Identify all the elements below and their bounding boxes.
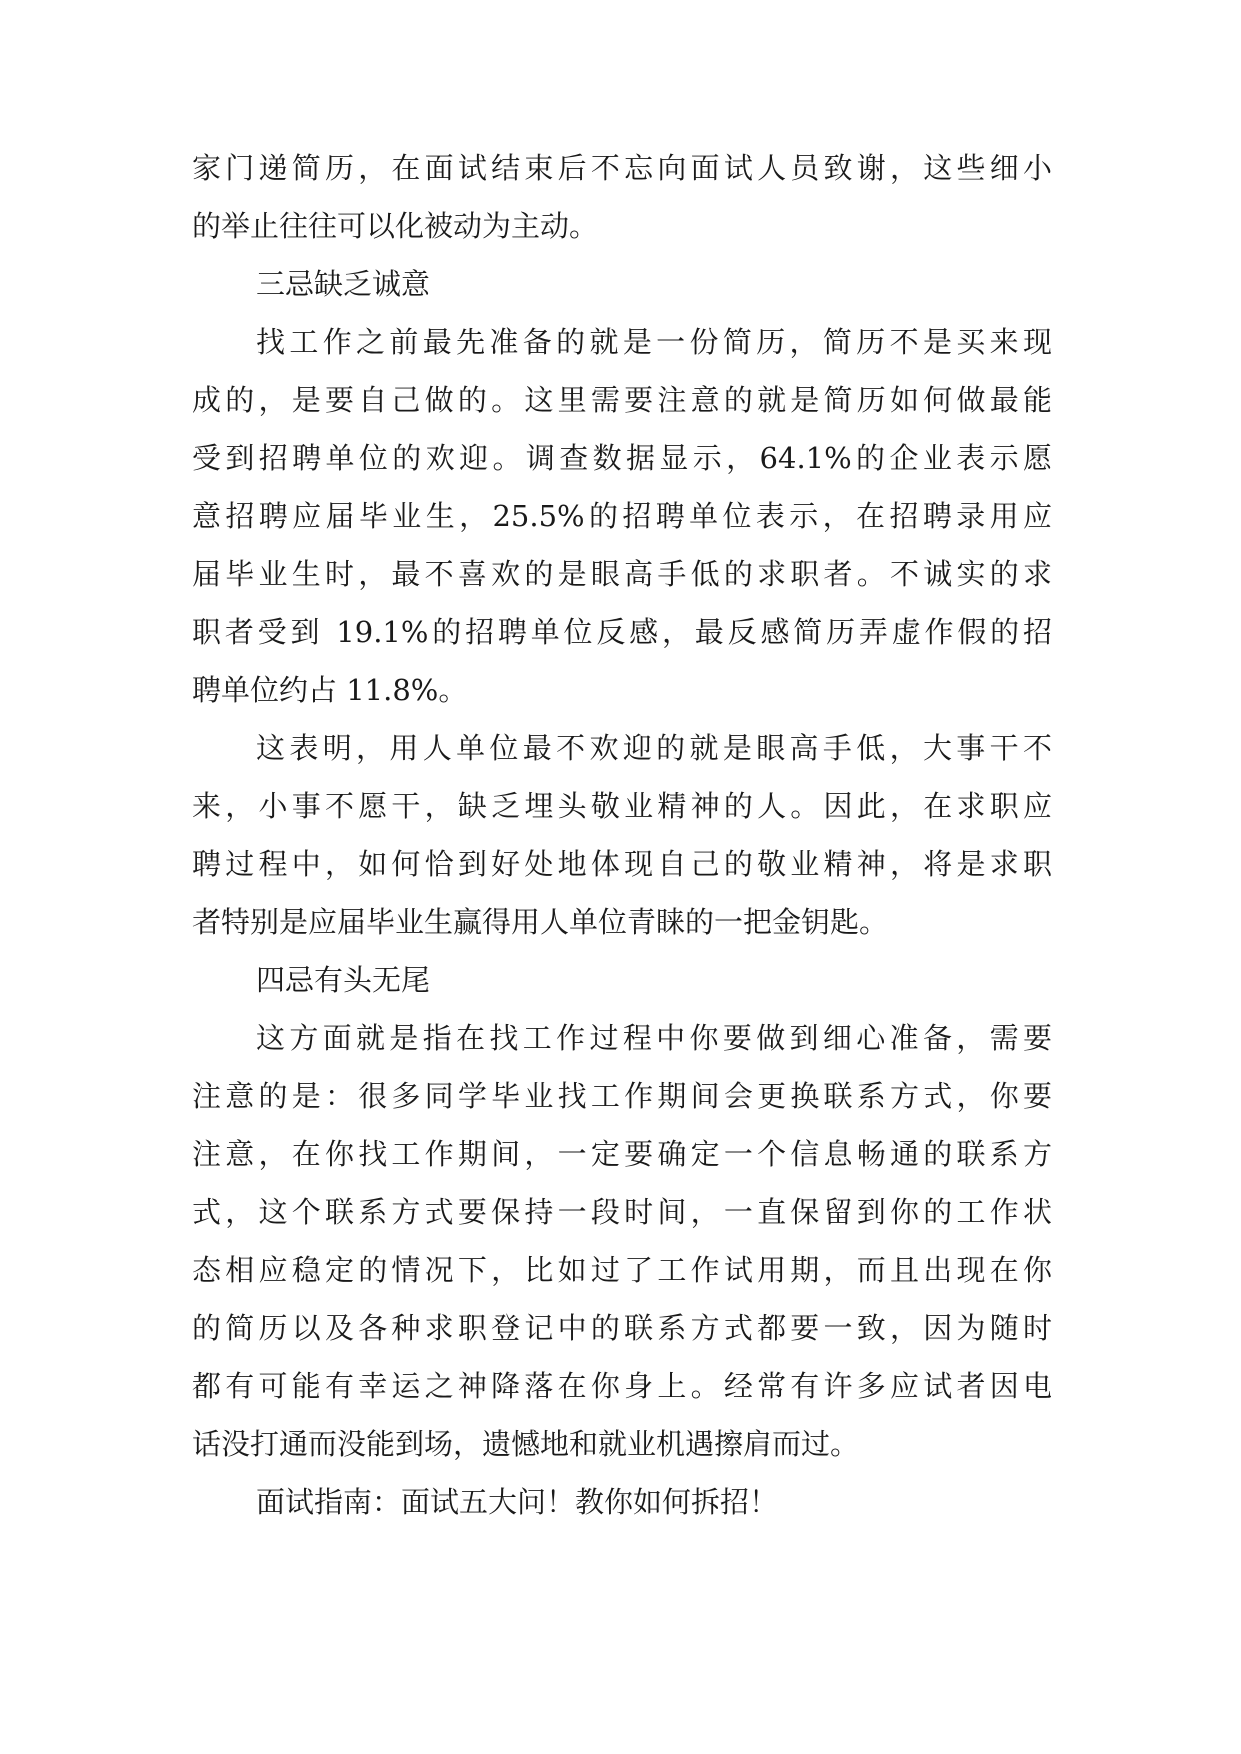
text-line: 届毕业生时，最不喜欢的是眼高手低的求职者。不诚实的求	[192, 557, 1052, 591]
text-line: 的简历以及各种求职登记中的联系方式都要一致，因为随时	[192, 1311, 1052, 1345]
text-line: 这表明，用人单位最不欢迎的就是眼高手低，大事干不	[256, 731, 1052, 765]
text-line: 都有可能有幸运之神降落在你身上。经常有许多应试者因电	[192, 1369, 1052, 1403]
text-line: 职者受到 19.1%的招聘单位反感，最反感简历弄虚作假的招	[192, 615, 1052, 649]
text-line: 家门递简历，在面试结束后不忘向面试人员致谢，这些细小	[192, 151, 1052, 185]
text-line: 来，小事不愿干，缺乏埋头敬业精神的人。因此，在求职应	[192, 789, 1052, 823]
text-line: 找工作之前最先准备的就是一份简历，简历不是买来现	[256, 325, 1052, 359]
text-line: 受到招聘单位的欢迎。调查数据显示，64.1%的企业表示愿	[192, 441, 1052, 475]
text-line: 意招聘应届毕业生，25.5%的招聘单位表示，在招聘录用应	[192, 499, 1052, 533]
text-line: 态相应稳定的情况下，比如过了工作试用期，而且出现在你	[192, 1253, 1052, 1287]
text-line: 者特别是应届毕业生赢得用人单位青睐的一把金钥匙。	[192, 905, 889, 939]
text-line: 聘单位约占 11.8%。	[192, 673, 468, 707]
text-line: 话没打通而没能到场，遗憾地和就业机遇擦肩而过。	[192, 1427, 860, 1461]
text-line: 注意，在你找工作期间，一定要确定一个信息畅通的联系方	[192, 1137, 1052, 1171]
text-line: 成的，是要自己做的。这里需要注意的就是简历如何做最能	[192, 383, 1052, 417]
text-line: 聘过程中，如何恰到好处地体现自己的敬业精神，将是求职	[192, 847, 1052, 881]
text-line: 注意的是：很多同学毕业找工作期间会更换联系方式，你要	[192, 1079, 1052, 1113]
text-line: 这方面就是指在找工作过程中你要做到细心准备，需要	[256, 1021, 1052, 1055]
text-line: 的举止往往可以化被动为主动。	[192, 209, 599, 243]
text-line: 式，这个联系方式要保持一段时间，一直保留到你的工作状	[192, 1195, 1052, 1229]
section-heading: 四忌有头无尾	[256, 963, 431, 997]
section-heading: 三忌缺乏诚意	[256, 267, 431, 301]
section-heading: 面试指南：面试五大问！教你如何拆招！	[256, 1485, 779, 1519]
